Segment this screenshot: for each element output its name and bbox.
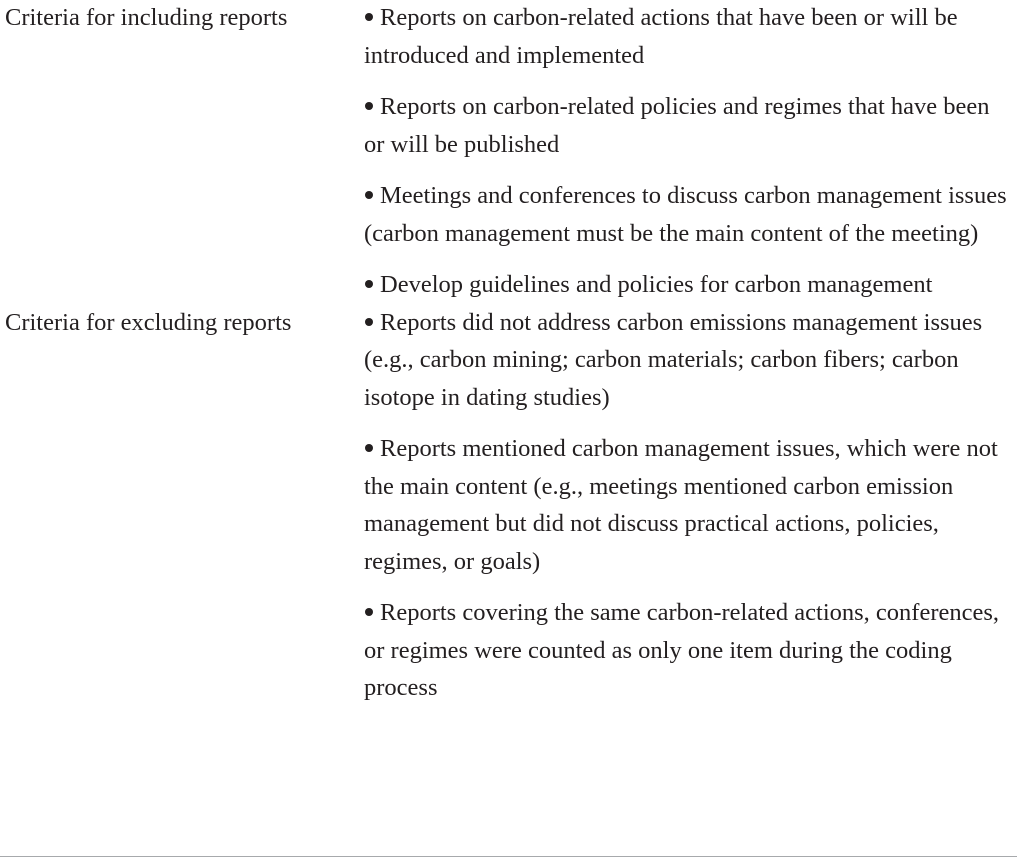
inclusion-criterion-text: Develop guidelines and policies for carbon management	[380, 271, 933, 298]
table-bottom-rule	[0, 856, 1017, 857]
inclusion-criterion	[364, 0, 1010, 74]
inclusion-criteria-list	[364, 0, 1010, 318]
inclusion-criteria-row	[5, 0, 1010, 318]
inclusion-criterion-text: Meetings and conferences to discuss carbon management issues (carbon management must be the main content of the meeting)	[364, 182, 1007, 247]
bullet-icon	[365, 608, 373, 616]
exclusion-criterion	[364, 594, 1010, 707]
exclusion-criteria-label: Criteria for excluding reports	[5, 308, 292, 336]
inclusion-criterion-text: Reports on carbon-related policies and regimes that have been or will be published	[364, 93, 990, 158]
inclusion-criteria-label: Criteria for including reports	[5, 4, 288, 31]
exclusion-criterion-text: Reports did not address carbon emissions management issues (e.g., carbon mining; carbon materials; carbon fibers; carbon isotope in dating studies)	[364, 308, 983, 411]
exclusion-criterion-text: Reports covering the same carbon-related actions, conferences, or regimes were counted as only one item during the coding process	[364, 599, 1000, 701]
bullet-icon	[365, 280, 373, 288]
inclusion-criterion	[364, 88, 1010, 163]
exclusion-criteria-row	[5, 304, 1010, 721]
exclusion-criterion	[364, 304, 1010, 417]
exclusion-criterion	[364, 430, 1010, 580]
inclusion-criterion-text: Reports on carbon-related actions that have been or will be introduced and implemented	[364, 4, 958, 69]
inclusion-criterion	[364, 177, 1010, 252]
criteria-table	[5, 0, 1010, 721]
bullet-icon	[365, 102, 373, 110]
bullet-icon	[365, 318, 373, 326]
bullet-icon	[365, 191, 373, 199]
bullet-icon	[365, 444, 373, 452]
exclusion-criteria-list	[364, 304, 1010, 721]
inclusion-criterion	[364, 266, 1010, 304]
bullet-icon	[365, 13, 373, 21]
exclusion-criterion-text: Reports mentioned carbon management issues, which were not the main content (e.g., meetings mentioned carbon emission management but did not discuss practical actions, policies, regimes, or goals)	[364, 435, 998, 575]
